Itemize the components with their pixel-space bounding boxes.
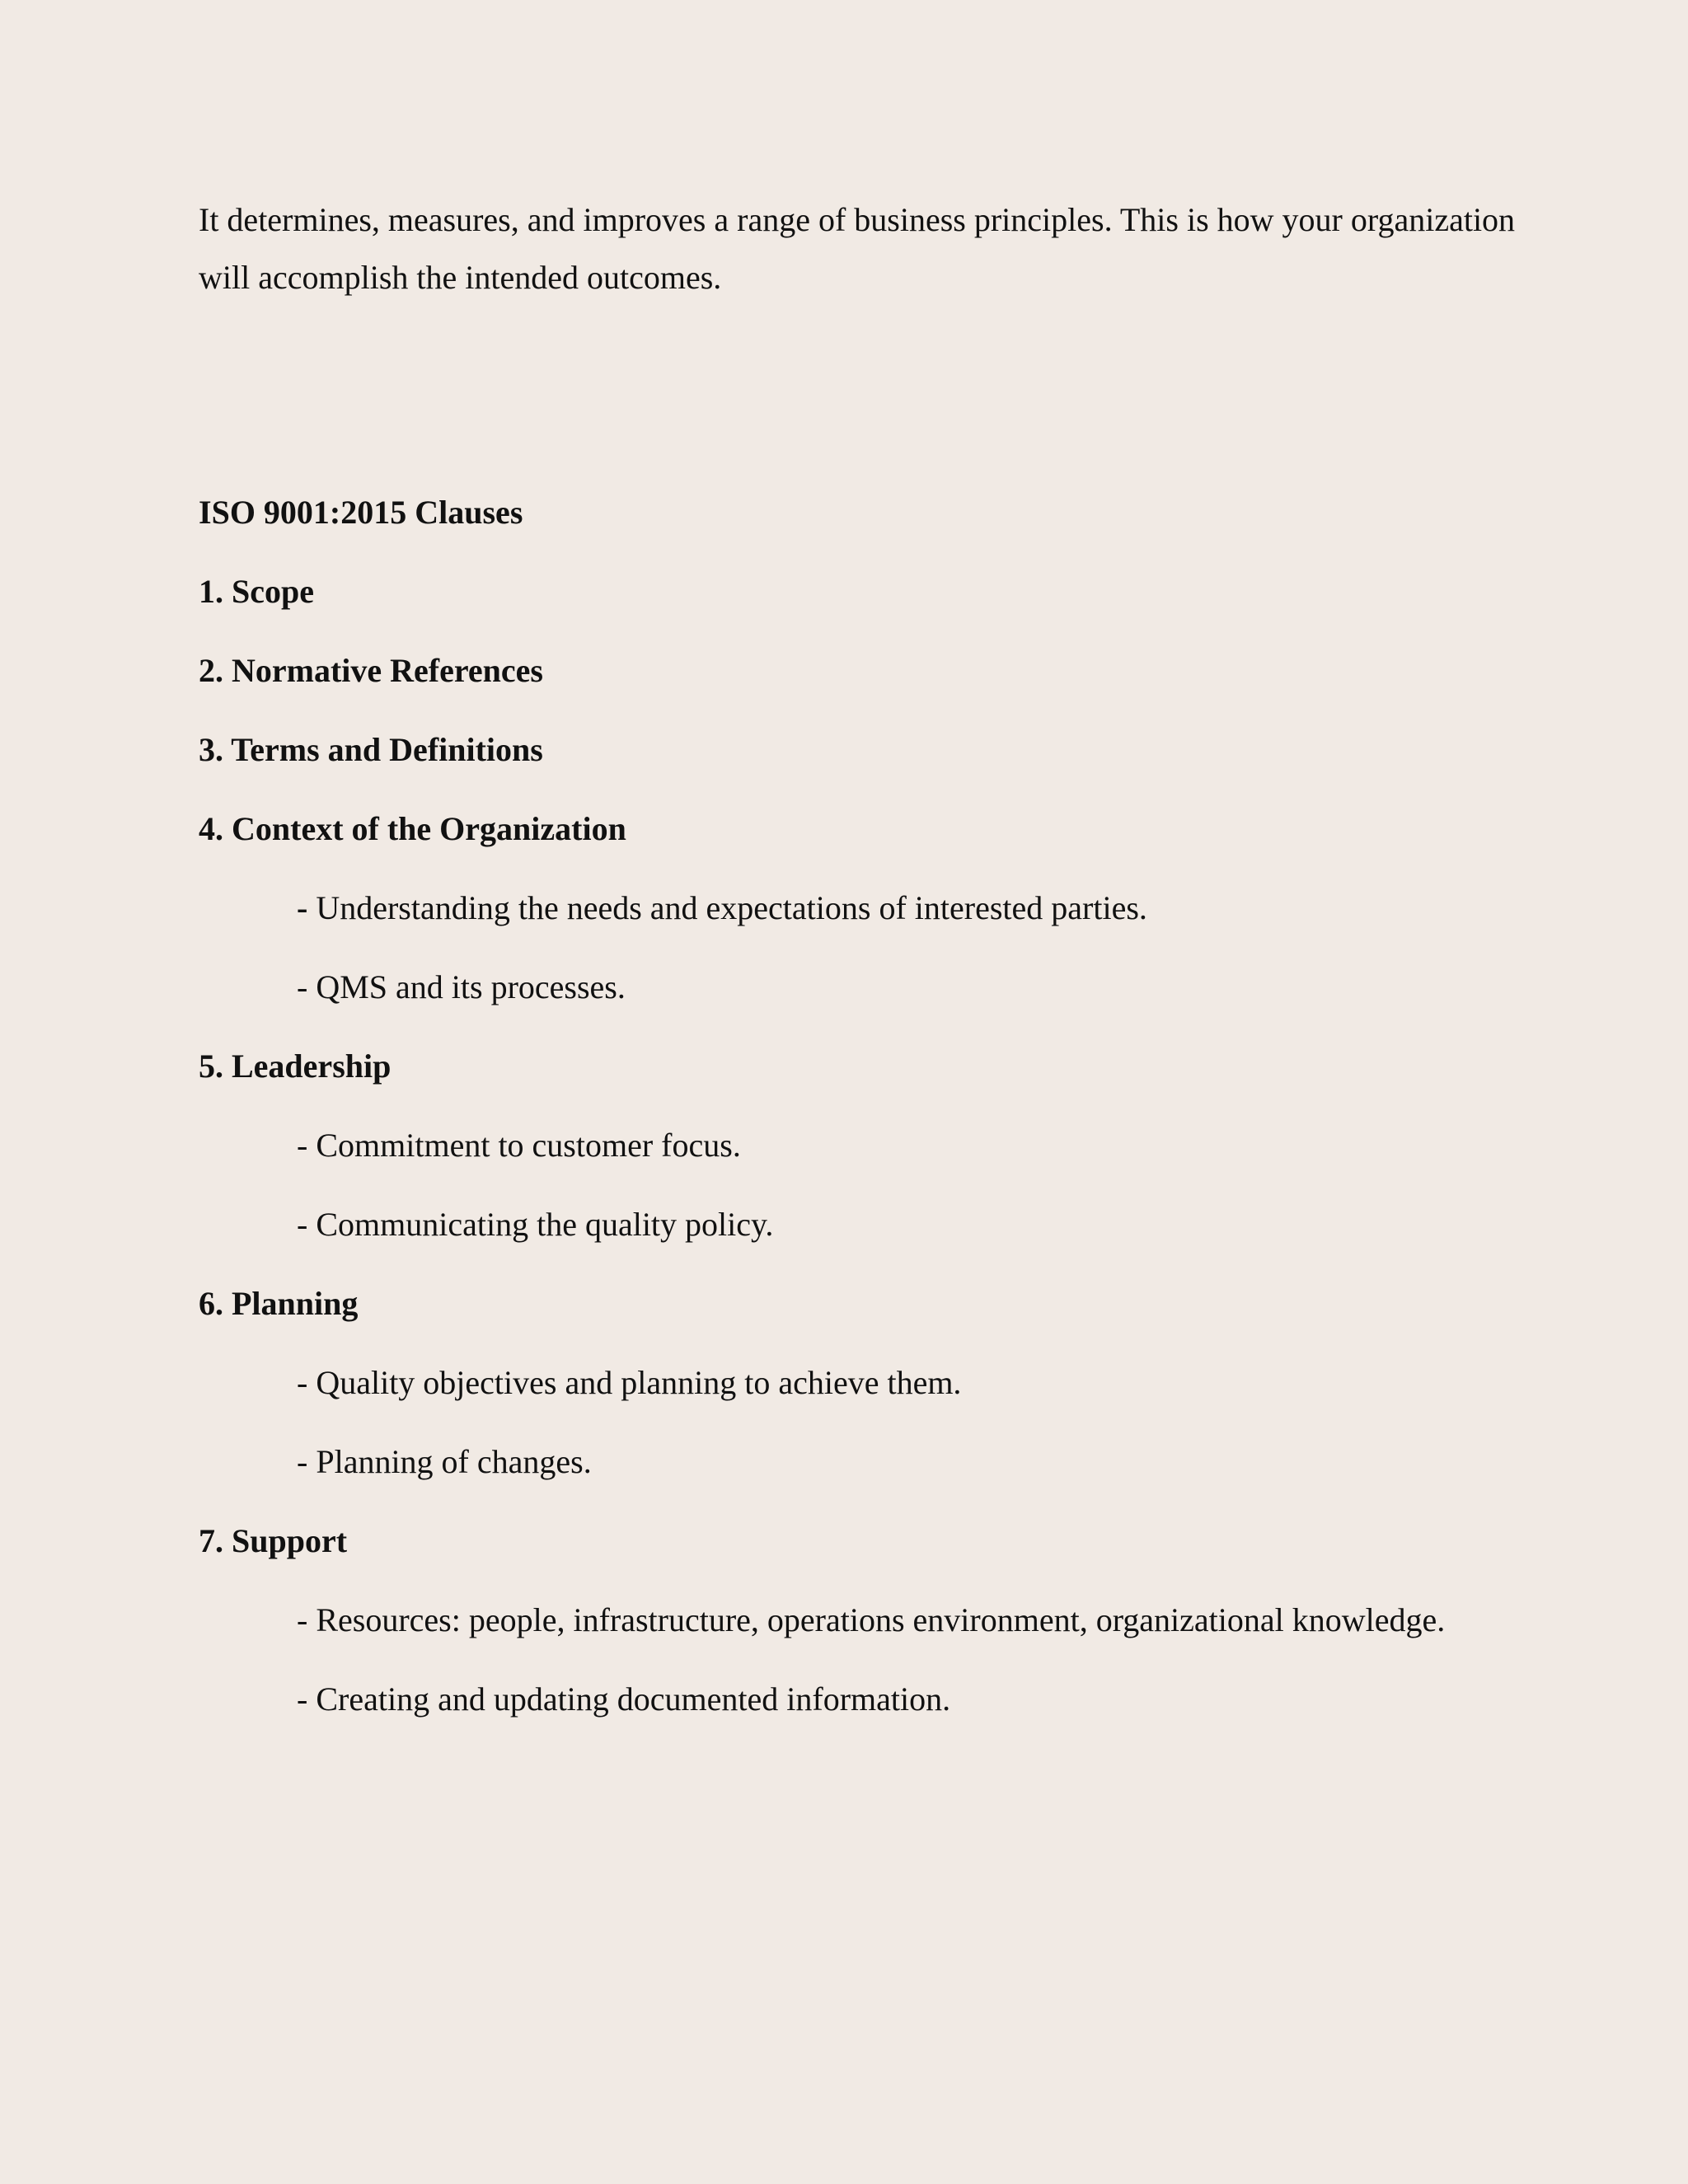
bullet-dash: - [297, 1680, 308, 1718]
bullet-dash: - [297, 1127, 308, 1164]
bullet-text: Communicating the quality policy. [307, 1206, 774, 1243]
clause-4-item-2 [297, 964, 626, 1010]
clause-heading-3: 3. Terms and Definitions [199, 731, 543, 768]
clause-heading-7: 7. Support [199, 1522, 348, 1559]
bullet-text: Understanding the needs and expectations of interested parties. [307, 889, 1147, 926]
clause-7-item-1 [297, 1597, 1445, 1643]
bullet-dash: - [297, 1206, 308, 1243]
bullet-text: QMS and its processes. [307, 968, 626, 1005]
bullet-dash: - [297, 1601, 308, 1638]
bullet-dash: - [297, 968, 308, 1005]
clause-heading-4: 4. Context of the Organization [199, 810, 626, 847]
clause-4-item-1 [297, 885, 1147, 931]
clause-heading-5: 5. Leadership [199, 1047, 392, 1085]
bullet-text: Creating and updating documented information. [307, 1680, 951, 1718]
bullet-dash: - [297, 1364, 308, 1401]
clause-heading-6: 6. Planning [199, 1285, 359, 1322]
clause-5-item-2 [297, 1202, 773, 1248]
bullet-dash: - [297, 1443, 308, 1480]
clause-5-item-1 [297, 1122, 741, 1169]
bullet-text: Commitment to customer focus. [307, 1127, 741, 1164]
bullet-dash: - [297, 889, 308, 926]
clause-6-item-1 [297, 1360, 961, 1406]
clause-heading-1: 1. Scope [199, 573, 314, 610]
bullet-text: Resources: people, infrastructure, operations environment, organizational knowledge. [307, 1601, 1446, 1638]
intro-paragraph: It determines, measures, and improves a range of business principles. This is how your organization will accomplish the intended outcomes. [199, 201, 1516, 296]
bullet-text: Quality objectives and planning to achieve them. [307, 1364, 962, 1401]
clause-heading-2: 2. Normative References [199, 652, 543, 689]
section-title: ISO 9001:2015 Clauses [199, 494, 523, 531]
clause-7-item-2 [297, 1676, 950, 1722]
bullet-text: Planning of changes. [307, 1443, 592, 1480]
clause-6-item-2 [297, 1439, 592, 1485]
